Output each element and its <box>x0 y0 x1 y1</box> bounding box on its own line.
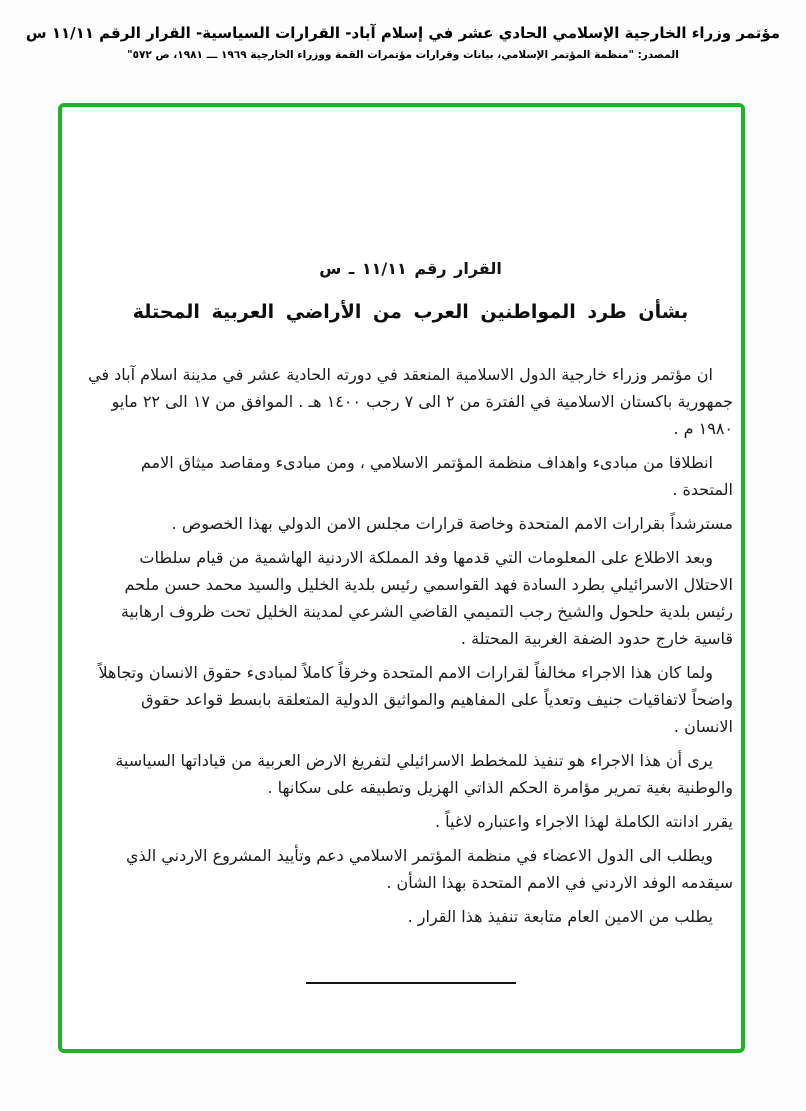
resolution-number: القرار رقم ١١/١١ ـ س <box>319 259 502 278</box>
paragraph: انطلاقا من مبادىء واهداف منظمة المؤتمر الاسلامي ، ومن مبادىء ومقاصد ميثاق الامم المتحدة . <box>140 453 733 499</box>
paragraph: ان مؤتمر وزراء خارجية الدول الاسلامية المنعقد في دورته الحادية عشر في مدينة اسلام آباد في جمهورية باكستان الاسلامية في الفترة من ٢ الى ٧ رجب ١٤٠٠ هـ . الموافق من ١٧ الى ٢٢ مايو ١٩٨٠ م . <box>88 365 733 438</box>
document-header <box>0 24 806 61</box>
paragraph: وبعد الاطلاع على المعلومات التي قدمها وفد المملكة الاردنية الهاشمية من قيام سلطات الاحتلال الاسرائيلي بطرد السادة فهد القواسمي رئيس بلدية الخليل والسيد محمد حسن ملحم رئيس بلدية حلحول والشيخ رجب التميمي القاضي الشرعي لمدينة الخليل تحت ظروف ارهابية قاسية خارج حدود الضفة الغربية المحتلة . <box>120 548 733 648</box>
separator-rule <box>306 982 516 984</box>
document-body <box>88 361 733 930</box>
header-title: مؤتمر وزراء الخارجية الإسلامي الحادي عشر في إسلام آباد- القرارات السياسية- القرار الرقم ١١/١١ س <box>25 24 781 42</box>
paragraph: مسترشداً بقرارات الامم المتحدة وخاصة قرارات مجلس الامن الدولي بهذا الخصوص . <box>171 514 733 533</box>
resolution-subject: بشأن طرد المواطنين العرب من الأراضي العربية المحتلة <box>132 301 689 323</box>
paragraph: ولما كان هذا الاجراء مخالفاً لقرارات الامم المتحدة وخرقاً كاملاً لمبادىء حقوق الانسان وتجاهلاً واضحاً لاتفاقيات جنيف وتعدياً على المفاهيم والمواثيق الدولية المتعلقة بابسط قواعد حقوق الانسان . <box>98 663 733 736</box>
paragraph: يرى أن هذا الاجراء هو تنفيذ للمخطط الاسرائيلي لتفريغ الارض العربية من قياداتها السياسية والوطنية بغية تمرير مؤامرة الحكم الذاتي الهزيل وتطبيقه على سكانها . <box>115 751 733 797</box>
green-highlight-frame <box>58 103 745 1053</box>
document-content <box>62 107 741 1049</box>
header-source: المصدر: "منظمة المؤتمر الإسلامي، بيانات وقرارات مؤتمرات القمة ووزراء الخارجية ١٩٦٩ ـــ ١٩٨١، ص ٥٧٢" <box>127 49 679 61</box>
paragraph: يطلب من الامين العام متابعة تنفيذ هذا القرار . <box>407 907 713 926</box>
paragraph: يقرر ادانته الكاملة لهذا الاجراء واعتباره لاغياً . <box>434 812 733 831</box>
paragraph: ويطلب الى الدول الاعضاء في منظمة المؤتمر الاسلامي دعم وتأييد المشروع الاردني الذي سيقدمه الوفد الاردني في الامم المتحدة بهذا الشأن . <box>125 846 733 892</box>
